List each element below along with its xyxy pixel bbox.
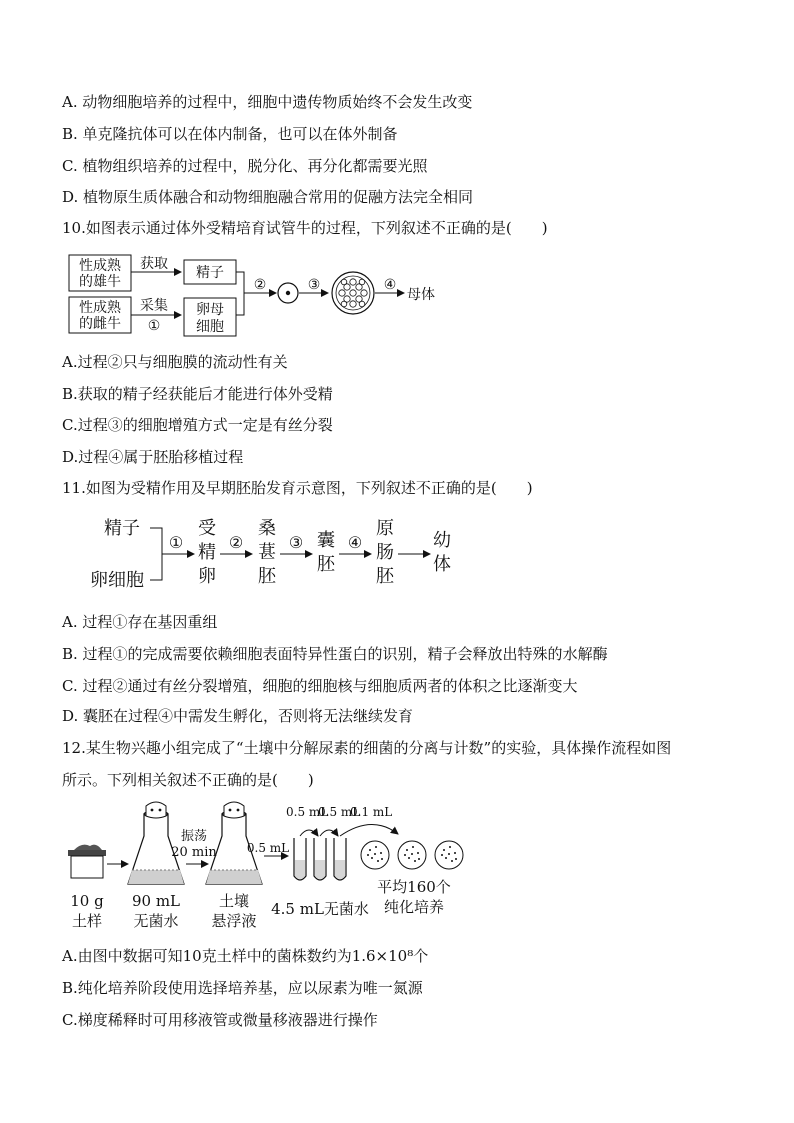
option-c-q11: C. 过程②通过有丝分裂增殖，细胞的细胞核与细胞质两者的体积之比逐渐变大 — [62, 677, 578, 695]
tube-water-label: 4.5 mL无菌水 — [271, 900, 369, 918]
egg-text: 卵细胞 — [90, 570, 144, 591]
option-c-q9: C. 植物组织培养的过程中，脱分化、再分化都需要光照 — [62, 157, 428, 175]
zygote-char-3: 卵 — [198, 566, 216, 587]
step-4-text: ④ — [347, 533, 363, 552]
question-10-stem: 10.如图表示通过体外受精培育试管牛的过程，下列叙述不正确的是( ) — [62, 219, 548, 237]
shake-time-label: 20 min — [171, 845, 217, 860]
question-11-stem: 11.如图为受精作用及早期胚胎发育示意图，下列叙述不正确的是( ) — [62, 479, 533, 497]
soil-bacteria-dilution-diagram — [62, 800, 482, 938]
option-d-q9: D. 植物原生质体融合和动物细胞融合常用的促融方法完全相同 — [62, 188, 474, 206]
step-3-text: ③ — [288, 533, 304, 552]
morula-char-1: 桑 — [258, 518, 276, 539]
larva-char-1: 幼 — [433, 530, 451, 551]
purification-culture-label: 纯化培养 — [383, 898, 445, 916]
petri-dishes-icon — [361, 841, 463, 869]
soil-sample-label: 土样 — [71, 912, 103, 930]
question-12-stem-line-1: 12.某生物兴趣小组完成了“土壤中分解尿素的细菌的分离与计数”的实验，具体操作流程如图 — [62, 739, 672, 757]
dilution-volume-3: 0.1 mL — [350, 805, 393, 819]
morula-char-2: 葚 — [258, 542, 276, 563]
oocyte-label-2: 细胞 — [196, 319, 224, 335]
option-c-q12: C.梯度稀释时可用移液管或微量移液器进行操作 — [62, 1011, 378, 1029]
sperm-label: 精子 — [196, 265, 224, 281]
zygote-char-1: 受 — [198, 518, 216, 539]
morula-char-3: 胚 — [258, 566, 276, 587]
step-4-label: ④ — [383, 277, 397, 293]
option-d-q10: D.过程④属于胚胎移植过程 — [62, 448, 244, 466]
option-d-q11: D. 囊胚在过程④中需发生孵化，否则将无法继续发育 — [62, 707, 414, 725]
dilution-volume-1: 0.5 mL — [286, 805, 329, 819]
option-a-q10: A.过程②只与细胞膜的流动性有关 — [62, 353, 288, 371]
male-bull-label-1: 性成熟 — [79, 258, 121, 274]
soil-sample-icon — [68, 845, 106, 878]
gastrula-char-3: 胚 — [376, 566, 394, 587]
sperm-text: 精子 — [104, 518, 140, 539]
step-3-label: ③ — [307, 277, 321, 293]
oocyte-label-1: 卵母 — [196, 302, 224, 318]
fertilization-diagram — [90, 512, 470, 600]
ivf-process-diagram — [66, 252, 456, 342]
mother-label: 母体 — [407, 287, 435, 303]
soil-suspension-label-2: 悬浮液 — [211, 912, 257, 930]
soil-mass-label: 10 g — [70, 892, 104, 910]
option-a-q11: A. 过程①存在基因重组 — [62, 613, 218, 631]
blastocyst-char-2: 胚 — [317, 554, 335, 575]
soil-suspension-label-1: 土壤 — [218, 892, 250, 910]
early-embryo-icon — [332, 272, 374, 314]
option-b-q11: B. 过程①的完成需要依赖细胞表面特异性蛋白的识别，精子会释放出特殊的水解酶 — [62, 645, 608, 663]
blastocyst-char-1: 囊 — [317, 530, 335, 551]
obtain-label: 获取 — [140, 256, 168, 272]
step-1-text: ① — [168, 533, 184, 552]
gastrula-char-1: 原 — [376, 518, 394, 539]
male-bull-label-2: 的雄牛 — [79, 274, 121, 290]
option-b-q12: B.纯化培养阶段使用选择培养基，应以尿素为唯一氮源 — [62, 979, 423, 997]
option-b-q9: B. 单克隆抗体可以在体内制备，也可以在体外制备 — [62, 125, 398, 143]
zygote-char-2: 精 — [198, 542, 216, 563]
female-bull-label-2: 的雌牛 — [79, 316, 121, 332]
step-2-text: ② — [228, 533, 244, 552]
sterile-water-flask-icon — [128, 802, 184, 884]
water-volume-label: 90 mL — [131, 892, 181, 910]
test-tubes-icon — [294, 824, 398, 880]
shake-label: 振荡 — [180, 829, 208, 844]
transfer-volume-label: 0.5 mL — [246, 841, 290, 855]
step-1-label: ① — [147, 318, 161, 334]
question-12-stem-line-2: 所示。下列相关叙述不正确的是( ) — [62, 771, 314, 789]
larva-char-2: 体 — [433, 554, 451, 575]
sterile-water-label: 无菌水 — [133, 912, 179, 930]
collect-label: 采集 — [140, 298, 168, 314]
dilution-volume-2: 0.5 mL — [318, 805, 361, 819]
gastrula-char-2: 肠 — [376, 542, 394, 563]
option-a-q12: A.由图中数据可知10克土样中的菌株数约为1.6×10⁸个 — [62, 947, 429, 965]
option-c-q10: C.过程③的细胞增殖方式一定是有丝分裂 — [62, 416, 333, 434]
female-bull-label-1: 性成熟 — [79, 300, 121, 316]
option-b-q10: B.获取的精子经获能后才能进行体外受精 — [62, 385, 333, 403]
average-colonies-label: 平均160个 — [377, 878, 451, 896]
option-a-q9: A. 动物细胞培养的过程中，细胞中遗传物质始终不会发生改变 — [62, 93, 473, 111]
step-2-label: ② — [253, 277, 267, 293]
